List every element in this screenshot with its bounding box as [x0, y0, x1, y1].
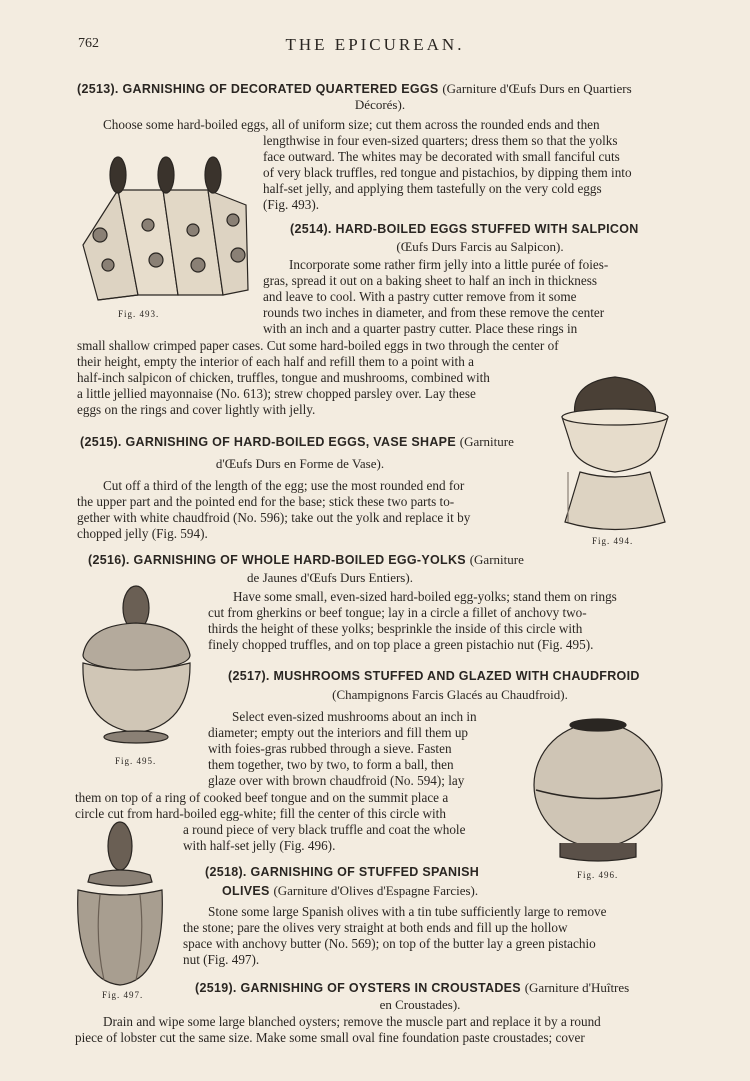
figure-495-egg-yolk	[78, 585, 196, 753]
section-2517-heading: (2517). MUSHROOMS STUFFED AND GLAZED WITH CHAUDFROID	[228, 669, 640, 683]
section-2518-line: the stone; pare the olives very straight at both ends and fill up the hollow	[183, 920, 568, 935]
section-2514-line: small shallow crimped paper cases. Cut some hard-boiled eggs in two through the center of	[77, 338, 559, 353]
section-2515-line: gether with white chaudfroid (No. 596); take out the yolk and replace it by	[77, 510, 471, 525]
section-2514-line: gras, spread it out on a baking sheet to half an inch in thickness	[263, 273, 598, 288]
section-2517-line: a round piece of very black truffle and coat the whole	[183, 822, 466, 837]
section-2514-line: rounds two inches in diameter, and from these remove the center	[263, 305, 605, 320]
section-2514-line: a little jellied mayonnaise (No. 613); strew chopped parsley over. Lay these	[77, 386, 476, 401]
section-2513-line: of very black truffles, red tongue and pistachios, by dipping them into	[263, 165, 632, 180]
section-2518-line: space with anchovy butter (No. 569); on top of the butter lay a green pistachio	[183, 936, 596, 951]
section-2516-line: Have some small, even-sized hard-boiled egg-yolks; stand them on rings	[233, 589, 617, 604]
section-2514-line: Incorporate some rather firm jelly into a little purée of foies-	[289, 257, 609, 272]
figure-497-caption: Fig. 497.	[102, 990, 144, 1000]
section-2517-line: circle cut from hard-boiled egg-white; fill the center of this circle with	[75, 806, 446, 821]
section-2517-line: with foies-gras rubbed through a sieve. Fasten	[208, 741, 452, 756]
section-2519-french-cont: en Croustades).	[379, 997, 461, 1012]
section-2516-line: cut from gherkins or beef tongue; lay in a circle a fillet of anchovy two-	[208, 605, 587, 620]
section-2517-line: them together, two by two, to form a ball, then	[208, 757, 454, 772]
figure-493-quartered-eggs	[78, 150, 253, 305]
section-2514-heading: (2514). HARD-BOILED EGGS STUFFED WITH SALPICON	[290, 222, 639, 236]
section-2516-line: finely chopped truffles, and on top place a green pistachio nut (Fig. 495).	[208, 637, 594, 652]
figure-497-stuffed-olive	[70, 820, 170, 990]
page-number: 762	[78, 36, 99, 51]
figure-494-vase-egg	[560, 372, 670, 534]
section-2518-line: nut (Fig. 497).	[183, 952, 260, 967]
section-2519-line: piece of lobster cut the same size. Make some small oval fine foundation paste croustades; cover	[75, 1030, 585, 1045]
section-2515-line: chopped jelly (Fig. 594).	[77, 526, 208, 541]
section-2515-line: Cut off a third of the length of the egg; use the most rounded end for	[103, 478, 465, 493]
section-2516-heading: (2516). GARNISHING OF WHOLE HARD-BOILED EGG-YOLKS (Garniture	[88, 552, 524, 567]
section-2519-heading: (2519). GARNISHING OF OYSTERS IN CROUSTADES (Garniture d'Huîtres	[195, 980, 630, 995]
section-2515-heading: (2515). GARNISHING OF HARD-BOILED EGGS, VASE SHAPE (Garniture	[80, 434, 514, 449]
section-2517-line: glaze over with brown chaudfroid (No. 594); lay	[208, 773, 465, 788]
section-2517-line: diameter; empty out the interiors and fill them up	[208, 725, 469, 740]
section-2516-french-cont: de Jaunes d'Œufs Durs Entiers).	[247, 570, 413, 585]
section-2517-french: (Champignons Farcis Glacés au Chaudfroid).	[332, 687, 568, 702]
section-2513-heading: (2513). GARNISHING OF DECORATED QUARTERED EGGS (Garniture d'Œufs Durs en Quartiers	[77, 81, 632, 96]
section-2518-line: Stone some large Spanish olives with a tin tube sufficiently large to remove	[208, 904, 607, 919]
section-2518-heading: (2518). GARNISHING OF STUFFED SPANISH	[205, 865, 480, 879]
section-2514-french: (Œufs Durs Farcis au Salpicon).	[396, 239, 564, 254]
section-2513-line: face outward. The whites may be decorated with small fanciful cuts	[263, 149, 620, 164]
section-2518-heading-cont: OLIVES (Garniture d'Olives d'Espagne Farcies).	[222, 883, 479, 898]
section-2515-french-cont: d'Œufs Durs en Forme de Vase).	[215, 456, 385, 471]
section-2516-line: thirds the height of these yolks; besprinkle the inside of this circle with	[208, 621, 583, 636]
section-2513-line: Choose some hard-boiled eggs, all of uniform size; cut them across the rounded ends and then	[103, 117, 600, 132]
figure-496-caption: Fig. 496.	[577, 870, 619, 880]
figure-496-mushroom-ball	[530, 715, 665, 865]
section-2513-line: (Fig. 493).	[263, 197, 320, 212]
section-2514-line: eggs on the rings and cover lightly with jelly.	[77, 402, 316, 417]
running-head: THE EPICUREAN.	[285, 35, 465, 54]
section-2514-line: half-inch salpicon of chicken, truffles, tongue and mushrooms, combined with	[77, 370, 490, 385]
section-2513-line: lengthwise in four even-sized quarters; dress them so that the yolks	[263, 133, 618, 148]
section-2514-line: their height, empty the interior of each half and refill them to a point with a	[77, 354, 474, 369]
section-2519-line: Drain and wipe some large blanched oysters; remove the muscle part and replace it by a round	[103, 1014, 601, 1029]
figure-495-caption: Fig. 495.	[115, 756, 157, 766]
figure-494-caption: Fig. 494.	[592, 536, 634, 546]
section-2517-line: Select even-sized mushrooms about an inch in	[232, 709, 477, 724]
section-2514-line: with an inch and a quarter pastry cutter. Place these rings in	[263, 321, 578, 336]
section-2513-line: half-set jelly, and applying them tastefully on the very cold eggs	[263, 181, 602, 196]
section-2517-line: them on top of a ring of cooked beef tongue and on the summit place a	[75, 790, 449, 805]
section-2517-line: with half-set jelly (Fig. 496).	[183, 838, 336, 853]
section-2515-line: the upper part and the pointed end for the base; stick these two parts to-	[77, 494, 455, 509]
section-2514-line: and leave to cool. With a pastry cutter remove from it some	[263, 289, 577, 304]
section-2513-french-cont: Décorés).	[354, 97, 406, 112]
figure-493-caption: Fig. 493.	[118, 309, 160, 319]
